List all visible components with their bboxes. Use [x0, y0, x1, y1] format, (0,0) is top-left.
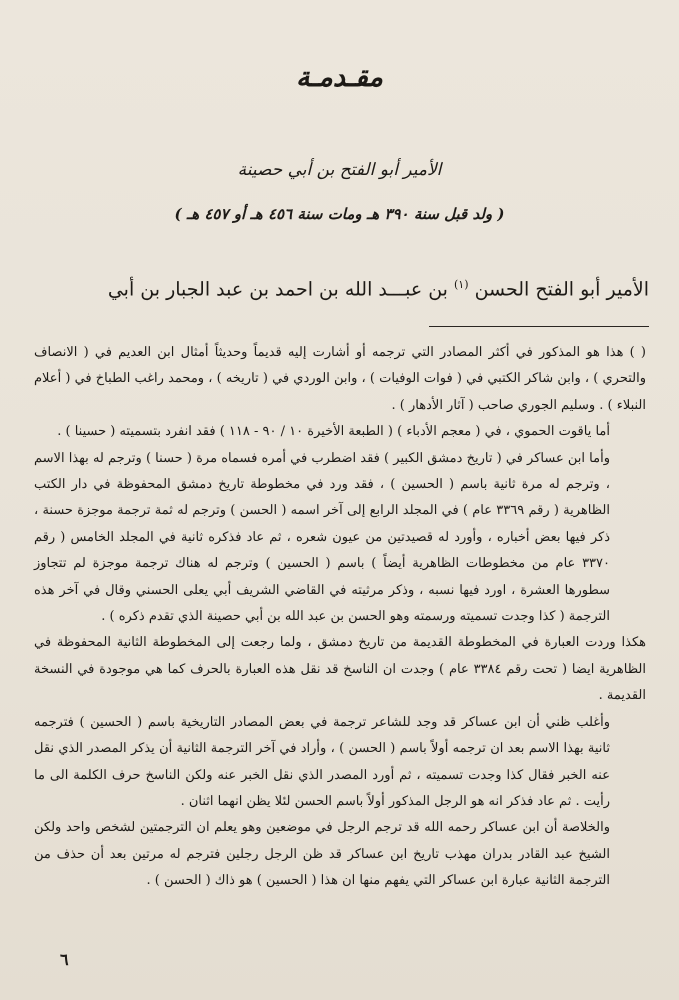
opening-line	[49, 278, 649, 300]
footnote-paragraph: وأما ابن عساكر في ( تاريخ دمشق الكبير ) فقد اضطرب في أمره فسماه مرة ( حسنا ) وترجم له بهذا الاسم ، وترجم له مرة ثانية باسم ( الحسين ) ، فقد ورد في مخطوطة تاريخ دمشق المحفوظة في دار الكتب الظاهرية ( رقم ٣٣٦٩ عام ) في المجلد الرابع إلى آخر اسمه ( الحسن ) وترجم له ثمة ترجمة موجزة حسنة ، ذكر فيها بعض أخباره ، وأورد له قصيدتين من عيون شعره ، ثم عاد فذكره ثانية في المجلد الخامس ( رقم ٣٣٧٠ عام من مخطوطات الظاهرية أيضاً ) باسم ( الحسين ) وترجم له هناك ترجمة موجزة لم تتجاوز سطورها العشرة ، اورد فيها نسبه ، وذكر مرثيته في القاضي الشريف أبي يعلى الحسني وقال في آخر هذه الترجمة ( كذا وجدت تسميته ورسمته وهو الحسن بن عبد الله بن أبي حصينة الذي تقدم ذكره ) .	[34, 450, 610, 625]
opening-text: الأمير أبو الفتح الحسن	[474, 278, 649, 301]
page-number: ٦	[60, 950, 69, 969]
footnote-marker: (١)	[454, 278, 469, 291]
footnote-separator	[429, 326, 649, 327]
footnote-paragraph: أما ياقوت الحموي ، في ( معجم الأدباء ) ( الطبعة الأخيرة ١٠ / ٩٠ - ١١٨ ) فقد انفرد بتسميته ( حسينا ) .	[57, 424, 610, 440]
birth-death-dates: ( ولد قبل سنة ٣٩٠ هـ ومات سنة ٤٥٦ هـ أو ٤٥٧ هـ )	[174, 205, 505, 223]
footnote-paragraph: ( ) هذا هو المذكور في أكثر المصادر التي ترجمه أو أشارت إليه قديماً وحديثاً أمثال ابن العديم في ( الانصاف والتحري ) ، وابن شاكر الكتبي في ( فوات الوفيات ) ، وابن الوردي في ( تاريخه ) ، ومحمد راغب الطباخ في ( أعلام النبلاء ) . وسليم الجوري صاحب ( آثار الأدهار ) .	[34, 345, 646, 413]
footnote-paragraph: والخلاصة أن ابن عساكر رحمه الله قد ترجم الرجل في موضعين وهو يعلم ان الترجمتين لشخص واحد ولكن الشيخ عبد القادر بدران مهذب تاريخ ابن عساكر قد ظن الرجل رجلين فترجم له مرتين بعد أن حذف من الترجمة الثانية عبارة ابن عساكر التي يفهم منها ان هذا ( الحسين ) هو ذاك ( الحسن ) .	[34, 820, 610, 889]
page-title: مقـدمـة	[295, 62, 384, 93]
footnotes	[34, 340, 646, 895]
poet-name-heading: الأمير أبو الفتح بن أبي حصينة	[237, 160, 442, 180]
footnote-paragraph: هكذا وردت العبارة في المخطوطة القديمة من تاريخ دمشق ، ولما رجعت إلى المخطوطة الثانية المحفوظة في الظاهرية ايضا ( تحت رقم ٣٣٨٤ عام ) وجدت ان الناسخ قد نقل هذه العبارة بالحرف كما هي موجودة في النسخة القديمة .	[34, 635, 646, 704]
footnote-paragraph: وأغلب ظني أن ابن عساكر قد وجد للشاعر ترجمة في بعض المصادر التاريخية باسم ( الحسين ) فترجمه ثانية بهذا الاسم بعد ان ترجمه أولاً باسم ( الحسن ) ، وأراد في آخر الترجمة الثانية أن يذكر المصدر الذي نقل عنه الخبر فقال كذا وجدت تسميته ، ثم أورد المصدر الذي نقل الخبر عنه ولكن الناسخ حرف الكلمة الى ما رأيت . ثم عاد فذكر انه هو الرجل المذكور أولاً باسم الحسن لئلا يظن انهما اثنان .	[34, 714, 610, 809]
opening-continuation: بن عبـــد الله بن احمد بن عبد الجبار بن أبي	[107, 278, 448, 301]
